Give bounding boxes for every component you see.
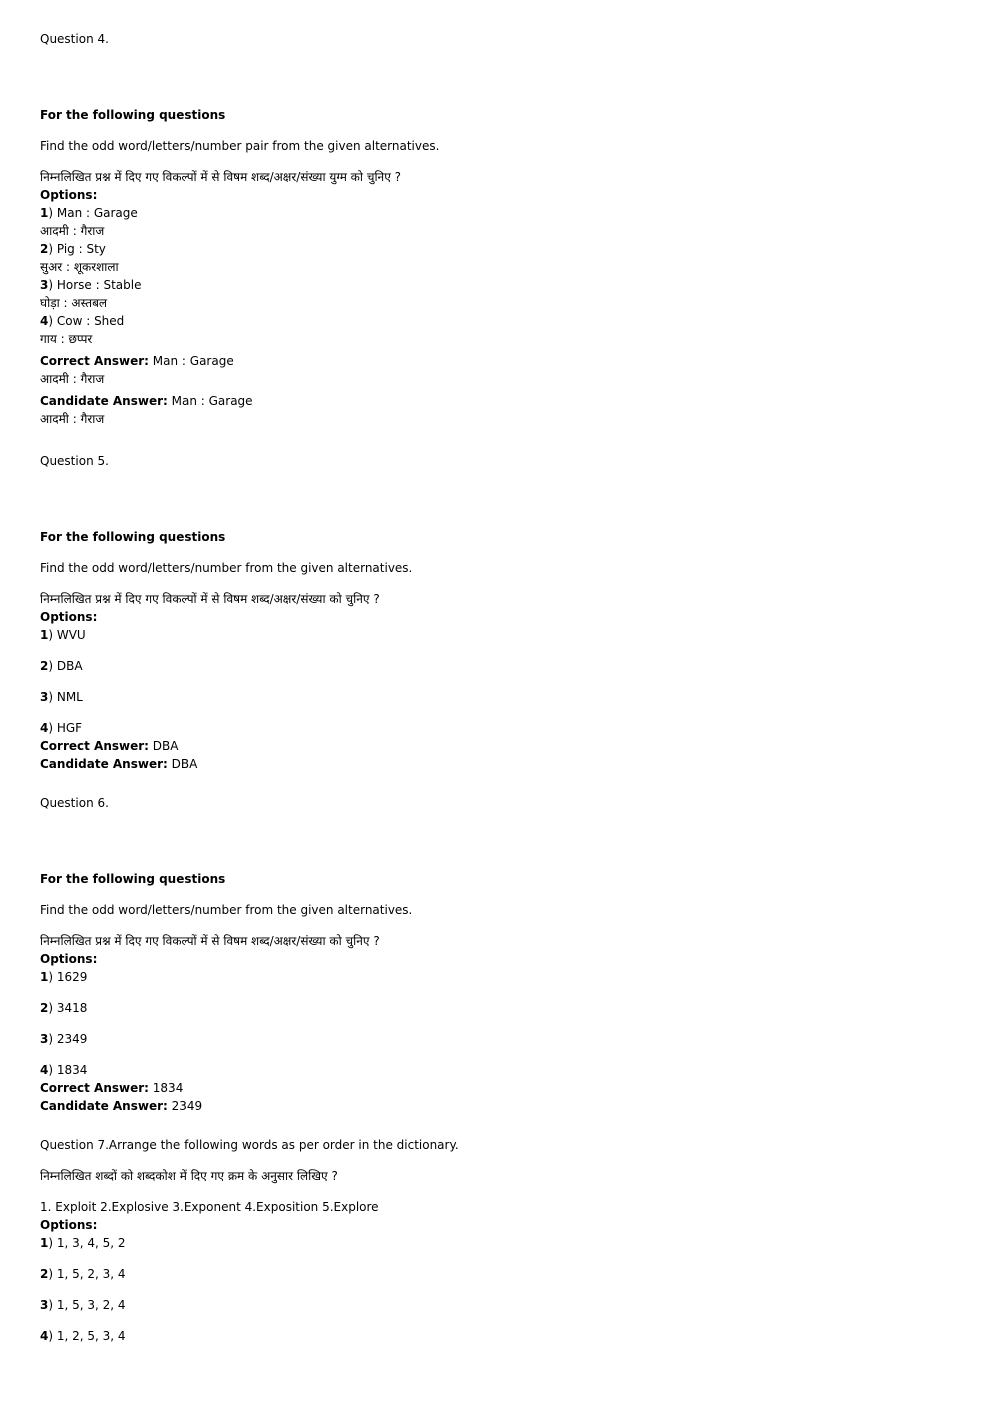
instruction-hindi: निम्नलिखित प्रश्न में दिए गए विकल्पों में से विषम शब्द/अक्षर/संख्या को चुनिए ? [40,934,380,948]
option-text: ) 1, 5, 2, 3, 4 [48,1267,126,1281]
section-title: For the following questions [40,872,226,886]
option-number: 1 [40,1236,49,1250]
option-text: ) 1, 5, 3, 2, 4 [48,1298,126,1312]
option-number: 4 [40,314,49,328]
option-2-hindi: सुअर : शूकरशाला [40,260,119,274]
option-number: 1 [40,970,49,984]
question-7 [40,1136,940,1345]
option-number: 2 [40,659,49,673]
question-6 [40,794,940,1115]
word-list: 1. Exploit 2.Explosive 3.Exponent 4.Exposition 5.Explore [40,1200,379,1214]
option-text: ) WVU [48,628,86,642]
candidate-answer-label: Candidate Answer: [40,757,168,771]
instruction-hindi: निम्नलिखित प्रश्न में दिए गए विकल्पों में से विषम शब्द/अक्षर/संख्या युग्म को चुनिए ? [40,170,402,184]
option-text: ) 1, 3, 4, 5, 2 [48,1236,126,1250]
correct-answer [40,352,940,370]
option-number: 2 [40,1267,49,1281]
option-3 [40,1030,940,1048]
candidate-answer [40,755,940,773]
option-2 [40,999,940,1017]
option-number: 1 [40,206,49,220]
question-4 [40,30,940,428]
candidate-answer-value: DBA [167,757,198,771]
option-text: ) Man : Garage [48,206,138,220]
question-heading: Question 5. [40,454,109,468]
option-number: 3 [40,278,49,292]
option-3 [40,688,940,706]
option-number: 3 [40,690,49,704]
candidate-answer-value: Man : Garage [167,394,253,408]
option-number: 4 [40,1063,49,1077]
option-text: ) 3418 [48,1001,88,1015]
option-4 [40,719,940,737]
option-4 [40,1061,940,1079]
instruction-hindi: निम्नलिखित प्रश्न में दिए गए विकल्पों में से विषम शब्द/अक्षर/संख्या को चुनिए ? [40,592,380,606]
options-label: Options: [40,1218,98,1232]
candidate-answer-value: 2349 [167,1099,203,1113]
correct-answer-value: 1834 [148,1081,184,1095]
option-1 [40,1234,940,1252]
option-4 [40,1327,940,1345]
answer-sheet-page [40,30,940,1345]
option-number: 3 [40,1298,49,1312]
option-number: 3 [40,1032,49,1046]
option-text: ) 1834 [48,1063,88,1077]
option-number: 1 [40,628,49,642]
correct-answer-label: Correct Answer: [40,1081,149,1095]
options-label: Options: [40,952,98,966]
question-heading: Question 7.Arrange the following words as per order in the dictionary. [40,1138,459,1152]
option-text: ) Pig : Sty [48,242,106,256]
options-label: Options: [40,610,98,624]
correct-answer-value: DBA [148,739,179,753]
question-5 [40,452,940,773]
correct-answer-label: Correct Answer: [40,739,149,753]
option-3 [40,1296,940,1314]
option-number: 4 [40,721,49,735]
option-text: ) DBA [48,659,83,673]
option-1-hindi: आदमी : गैराज [40,224,105,238]
instruction-english: Find the odd word/letters/number from the given alternatives. [40,903,413,917]
correct-answer [40,737,940,755]
option-number: 4 [40,1329,49,1343]
option-number: 2 [40,1001,49,1015]
correct-answer-hindi: आदमी : गैराज [40,372,105,386]
correct-answer-value: Man : Garage [148,354,234,368]
correct-answer [40,1079,940,1097]
instruction-english: Find the odd word/letters/number pair from the given alternatives. [40,139,440,153]
section-title: For the following questions [40,108,226,122]
instruction-hindi: निम्नलिखित शब्दों को शब्दकोश में दिए गए क्रम के अनुसार लिखिए ? [40,1169,338,1183]
option-1 [40,626,940,644]
question-heading: Question 6. [40,796,109,810]
option-text: ) Cow : Shed [48,314,125,328]
candidate-answer-label: Candidate Answer: [40,1099,168,1113]
option-2 [40,657,940,675]
candidate-answer-label: Candidate Answer: [40,394,168,408]
option-4 [40,312,940,330]
option-text: ) HGF [48,721,83,735]
candidate-answer [40,392,940,410]
option-1 [40,204,940,222]
option-text: ) NML [48,690,83,704]
option-number: 2 [40,242,49,256]
option-1 [40,968,940,986]
option-2 [40,240,940,258]
candidate-answer-hindi: आदमी : गैराज [40,412,105,426]
option-2 [40,1265,940,1283]
option-3 [40,276,940,294]
instruction-english: Find the odd word/letters/number from the given alternatives. [40,561,413,575]
option-3-hindi: घोड़ा : अस्तबल [40,296,108,310]
correct-answer-label: Correct Answer: [40,354,149,368]
option-text: ) 1, 2, 5, 3, 4 [48,1329,126,1343]
section-title: For the following questions [40,530,226,544]
candidate-answer [40,1097,940,1115]
options-label: Options: [40,188,98,202]
question-heading: Question 4. [40,32,109,46]
option-text: ) 2349 [48,1032,88,1046]
option-text: ) 1629 [48,970,88,984]
option-4-hindi: गाय : छप्पर [40,332,93,346]
option-text: ) Horse : Stable [48,278,142,292]
